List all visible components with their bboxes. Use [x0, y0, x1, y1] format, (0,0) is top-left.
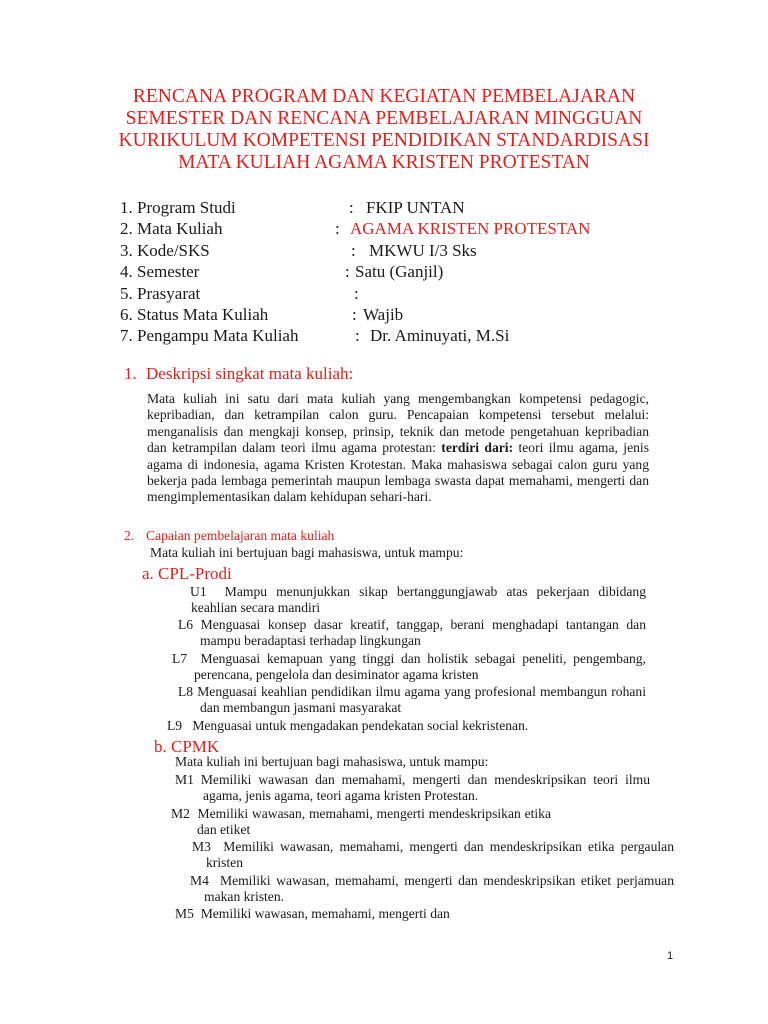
info-label: 1. Program Studi	[120, 198, 236, 217]
cpl-item: L7 Menguasai kemapuan yang tinggi dan holistik sebagai peneliti, pengembang, perencana, pengelola dan desiminator agama kristen	[172, 651, 646, 683]
info-separator: :	[354, 284, 359, 303]
info-label: 7. Pengampu Mata Kuliah	[120, 326, 299, 345]
title-line: KURIKULUM KOMPETENSI PENDIDIKAN STANDARDISASI	[118, 130, 650, 151]
info-value: FKIP UNTAN	[366, 198, 465, 217]
info-value: Satu (Ganjil)	[355, 262, 444, 281]
section-heading: Deskripsi singkat mata kuliah:	[146, 364, 354, 383]
info-label: 5. Prasyarat	[120, 284, 201, 303]
info-value: Dr. Aminuyati, M.Si	[370, 326, 510, 345]
cpl-heading: a. CPL-Prodi	[142, 564, 232, 583]
info-value: MKWU I/3 Sks	[369, 241, 477, 260]
info-label: 6. Status Mata Kuliah	[120, 305, 269, 324]
page-number: 1	[667, 950, 674, 962]
cpmk-item: M2 Memiliki wawasan, memahami, mengerti mendeskripsikan etika dan etiket	[171, 806, 552, 838]
info-separator: :	[335, 219, 340, 238]
title-line: SEMESTER DAN RENCANA PEMBELAJARAN MINGGUAN	[125, 108, 643, 129]
section-heading: Capaian pembelajaran mata kuliah	[146, 528, 335, 543]
description-paragraph: Mata kuliah ini satu dari mata kuliah yang mengembangkan kompetensi pedagogic, kepribadian, dan ketrampilan calon guru. Pencapaian kompetensi tersebut melalui: menganalisis dan mengkaji konsep, prinsip, teknik dan metode pengetahuan kepribadian dan ketrampilan dalam teori ilmu agama protestan: terdiri dari: teori ilmu agama, jenis agama di indonesia, agama Kristen Krotestan. Maka mahasiswa sebagai calon guru yang bekerja pada lembaga pemerintah maupun lembaga swasta dapat memahami, mengerti dan mengimplementasikan dalam kehidupan sehari-hari.	[147, 391, 649, 505]
cpmk-item: M5 Memiliki wawasan, memahami, mengerti dan	[175, 906, 450, 921]
section-intro: Mata kuliah ini bertujuan bagi mahasiswa, untuk mampu:	[150, 545, 464, 560]
section-number: 1.	[124, 364, 137, 383]
cpmk-intro: Mata kuliah ini bertujuan bagi mahasiswa, untuk mampu:	[175, 754, 489, 769]
cpmk-item: M4 Memiliki wawasan, memahami, mengerti dan mendeskripsikan etiket perjamuan makan kristen.	[190, 873, 675, 905]
cpl-item: L6 Menguasai konsep dasar kreatif, tanggap, berani menghadapi tantangan dan mampu beradaptasi terhadap lingkungan	[178, 617, 646, 649]
info-label: 2. Mata Kuliah	[120, 219, 223, 238]
title-line: RENCANA PROGRAM DAN KEGIATAN PEMBELAJARAN	[132, 86, 636, 107]
info-separator: :	[355, 326, 360, 345]
info-separator: :	[352, 305, 357, 324]
cpmk-item: M1 Memiliki wawasan dan memahami, mengerti dan mendeskripsikan teori ilmu agama, jenis agama, teori agama kristen Protestan.	[175, 772, 650, 804]
cpl-item: L9 Menguasai untuk mengadakan pendekatan social kekristenan.	[167, 718, 529, 733]
cpmk-item: M3 Memiliki wawasan, memahami, mengerti dan mendeskripsikan etika pergaulan kristen	[192, 839, 674, 871]
info-separator: :	[345, 262, 350, 281]
info-value: Wajib	[363, 305, 404, 324]
document-title	[60, 86, 708, 174]
section-number: 2.	[124, 528, 135, 543]
info-separator: :	[351, 241, 356, 260]
info-separator: :	[349, 198, 354, 217]
info-value: AGAMA KRISTEN PROTESTAN	[350, 219, 591, 238]
info-label: 4. Semester	[120, 262, 200, 281]
title-line: MATA KULIAH AGAMA KRISTEN PROTESTAN	[178, 152, 590, 173]
bold-phrase: terdiri dari:	[441, 440, 514, 456]
info-label: 3. Kode/SKS	[120, 241, 210, 260]
cpmk-heading: b. CPMK	[154, 737, 220, 756]
cpl-item: U1 Mampu menunjukkan sikap bertanggungjawab atas pekerjaan dibidang keahlian secara mandiri	[190, 584, 647, 616]
cpl-item: L8 Menguasai keahlian pendidikan ilmu agama yang profesional membangun rohani dan membangun jasmani masyarakat	[178, 684, 646, 716]
